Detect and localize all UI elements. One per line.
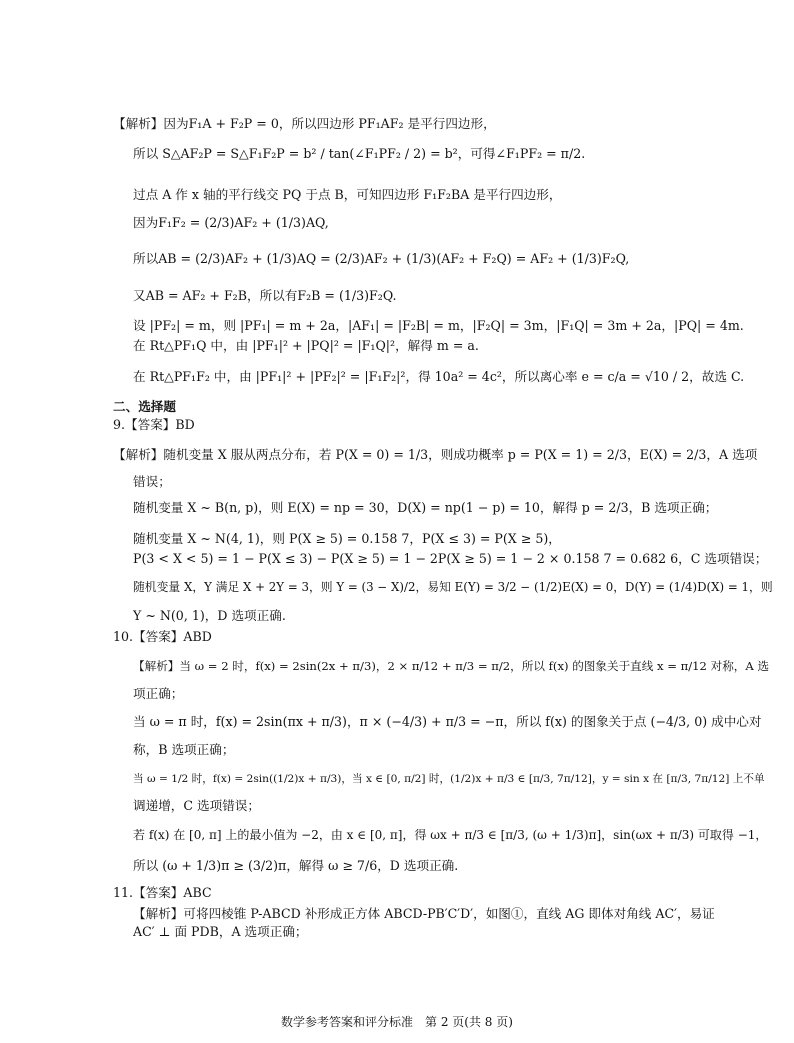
text-line: P(3 < X < 5) = 1 − P(X ≤ 3) − P(X ≥ 5) = 1 − 2P(X ≥ 5) = 1 − 2 × 0.158 7 = 0.682 6，C 选项错误； [133,551,768,566]
question-answer: 11.【答案】ABC [113,885,212,900]
text-line: 项正确； [133,686,184,701]
text-line: Y ~ N(0, 1)，D 选项正确. [133,608,286,623]
text-line: 所以 S△AF₂P = S△F₁F₂P = b² / tan(∠F₁PF₂ / 2) = b²，可得∠F₁PF₂ = π/2. [133,146,586,161]
text-line: 调递增，C 选项错误； [133,798,260,813]
text-line: 随机变量 X，Y 满足 X + 2Y = 3，则 Y = (3 − X)/2，易知 E(Y) = 3/2 − (1/2)E(X) = 0，D(Y) = (1/4)D(X) = 1，则 [133,580,773,594]
section-heading: 二、选择题 [113,399,176,414]
page-footer: 数学参考答案和评分标准 第 2 页(共 8 页) [281,1015,513,1029]
question-answer: 10.【答案】ABD [113,629,212,644]
text-line: 设 |PF₂| = m，则 |PF₁| = m + 2a，|AF₁| = |F₂B| = m，|F₂Q| = 3m，|F₁Q| = 3m + 2a，|PQ| = 4m. [133,318,744,333]
text-line: AC′ ⊥ 面 PDB，A 选项正确； [133,924,308,939]
text-line: 因为F₁F₂ = (2/3)AF₂ + (1/3)AQ, [133,215,329,230]
text-line: 【解析】随机变量 X 服从两点分布，若 P(X = 0) = 1/3，则成功概率 p = P(X = 1) = 2/3，E(X) = 2/3，A 选项 [113,447,758,462]
text-line: 当 ω = 1/2 时，f(x) = 2sin((1/2)x + π/3)，当 x ∈ [0, π/2] 时，(1/2)x + π/3 ∈ [π/3, 7π/12]，y = sin x 在 [π/3, 7π/12] 上不单 [133,773,765,785]
text-line: 【解析】可将四棱锥 P-ABCD 补形成正方体 ABCD-PB′C′D′，如图①，直线 AG 即体对角线 AC′，易证 [133,906,715,921]
text-line: 当 ω = π 时，f(x) = 2sin(πx + π/3)，π × (−4/3) + π/3 = −π，所以 f(x) 的图象关于点 (−4/3, 0) 成中心对 [133,714,762,729]
text-line: 在 Rt△PF₁Q 中，由 |PF₁|² + |PQ|² = |F₁Q|²，解得 m = a. [133,338,479,353]
text-line: 【解析】因为F₁A + F₂P = 0，所以四边形 PF₁AF₂ 是平行四边形， [113,116,496,131]
text-line: 在 Rt△PF₁F₂ 中，由 |PF₁|² + |PF₂|² = |F₁F₂|²，得 10a² = 4c²，所以离心率 e = c/a = √10 / 2，故选 C. [133,369,745,384]
text-line: 随机变量 X ~ N(4, 1)，则 P(X ≥ 5) = 0.158 7，P(X ≤ 3) = P(X ≥ 5)， [133,531,561,546]
question-answer: 9.【答案】BD [113,417,195,432]
text-line: 随机变量 X ~ B(n, p)，则 E(X) = np = 30，D(X) = np(1 − p) = 10，解得 p = 2/3，B 选项正确； [133,500,718,515]
text-line: 称，B 选项正确； [133,742,235,757]
text-line: 又AB = AF₂ + F₂B，所以有F₂B = (1/3)F₂Q. [133,288,397,303]
text-line: 所以 (ω + 1/3)π ≥ (3/2)π，解得 ω ≥ 7/6，D 选项正确. [133,858,459,873]
text-line: 所以AB = (2/3)AF₂ + (1/3)AQ = (2/3)AF₂ + (1/3)(AF₂ + F₂Q) = AF₂ + (1/3)F₂Q, [133,251,630,266]
text-line: 若 f(x) 在 [0, π] 上的最小值为 −2，由 x ∈ [0, π]，得 ωx + π/3 ∈ [π/3, (ω + 1/3)π]，sin(ωx + π/3) 可取得 −1， [133,828,768,842]
text-line: 【解析】当 ω = 2 时，f(x) = 2sin(2x + π/3)，2 × π/12 + π/3 = π/2，所以 f(x) 的图象关于直线 x = π/12 对称，A 选 [133,659,770,673]
text-line: 过点 A 作 x 轴的平行线交 PQ 于点 B，可知四边形 F₁F₂BA 是平行四边形， [133,187,562,202]
text-line: 错误； [133,474,171,489]
